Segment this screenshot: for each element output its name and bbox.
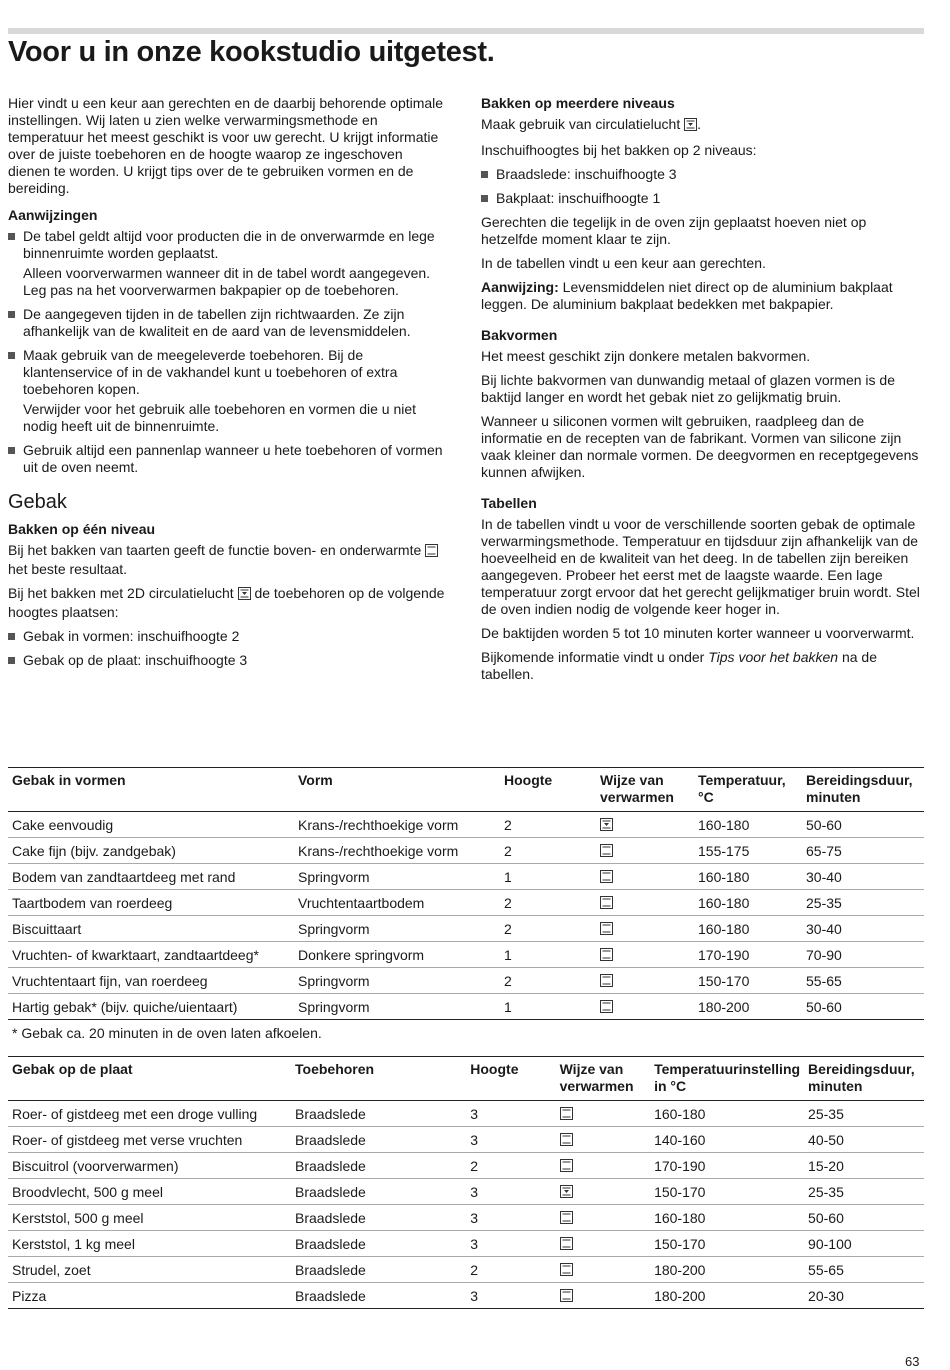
- table-row: [8, 1205, 924, 1231]
- list-item: [8, 442, 448, 476]
- meerdere-p2: Inschuifhoogtes bij het bakken op 2 niveaus:: [481, 142, 757, 158]
- gebak-op-de-plaat-table: [8, 1056, 924, 1309]
- bakvormen-p1: Het meest geschikt zijn donkere metalen bakvormen.: [481, 348, 811, 364]
- heating-mode-cell: [596, 942, 694, 968]
- boven-onderwarmte-icon: [560, 1237, 573, 1253]
- list-item: Bakplaat: inschuifhoogte 1: [481, 190, 921, 207]
- table-cell: Pizza: [8, 1283, 291, 1309]
- heating-mode-cell: [556, 1231, 650, 1257]
- table-cell: 15-20: [804, 1153, 924, 1179]
- table-header-row: [8, 768, 924, 812]
- boven-onderwarmte-icon: [600, 896, 613, 912]
- table-cell: Vruchten- of kwarktaart, zandtaartdeeg*: [8, 942, 294, 968]
- boven-onderwarmte-icon: [560, 1263, 573, 1279]
- gebak-in-vormen-table: [8, 767, 924, 1020]
- page-title: Voor u in onze kookstudio uitgetest.: [8, 36, 495, 68]
- table-cell: 160-180: [694, 916, 802, 942]
- table-cell: 55-65: [802, 968, 924, 994]
- table-cell: Bodem van zandtaartdeeg met rand: [8, 864, 294, 890]
- table-cell: Vruchtentaart fijn, van roerdeeg: [8, 968, 294, 994]
- table-cell: Springvorm: [294, 968, 500, 994]
- table-row: [8, 1127, 924, 1153]
- column-header: Wijze van verwarmen: [556, 1057, 650, 1101]
- heating-mode-cell: [596, 994, 694, 1020]
- table-cell: 2: [500, 916, 596, 942]
- een-niveau-heading: Bakken op één niveau: [8, 521, 156, 537]
- table-cell: Taartbodem van roerdeeg: [8, 890, 294, 916]
- table-cell: Broodvlecht, 500 g meel: [8, 1179, 291, 1205]
- table-cell: Donkere springvorm: [294, 942, 500, 968]
- boven-onderwarmte-icon: [600, 844, 613, 860]
- boven-onderwarmte-icon: [560, 1133, 573, 1149]
- heating-mode-cell: [556, 1205, 650, 1231]
- table-cell: 50-60: [802, 994, 924, 1020]
- column-header: Toebehoren: [291, 1057, 466, 1101]
- list-item: Braadslede: inschuifhoogte 3: [481, 166, 921, 183]
- bakvormen-p2: Bij lichte bakvormen van dunwandig metaal of glazen vormen is de baktijd langer en wordt het gebak niet zo gelijkmatig bruin.: [481, 372, 896, 405]
- tabellen-heading: Tabellen: [481, 495, 537, 511]
- table-row: [8, 1257, 924, 1283]
- table-cell: 180-200: [650, 1257, 804, 1283]
- table-cell: Braadslede: [291, 1231, 466, 1257]
- tabellen-p2: De baktijden worden 5 tot 10 minuten korter wanneer u voorverwarmt.: [481, 625, 915, 641]
- table-cell: Kerststol, 1 kg meel: [8, 1231, 291, 1257]
- table-cell: 160-180: [650, 1205, 804, 1231]
- table-cell: Braadslede: [291, 1283, 466, 1309]
- table-cell: 2: [500, 812, 596, 838]
- table-cell: 1: [500, 942, 596, 968]
- boven-onderwarmte-icon: [560, 1211, 573, 1227]
- table-cell: 160-180: [694, 812, 802, 838]
- table-cell: Braadslede: [291, 1101, 466, 1127]
- een-niveau-p1: Bij het bakken van taarten geeft de functie boven- en onderwarmte het beste resultaat.: [8, 542, 448, 578]
- table-cell: 20-30: [804, 1283, 924, 1309]
- table-header-row: [8, 1057, 924, 1101]
- table-cell: Biscuitrol (voorverwarmen): [8, 1153, 291, 1179]
- list-item: [8, 347, 448, 435]
- table-cell: Braadslede: [291, 1205, 466, 1231]
- table-cell: 1: [500, 994, 596, 1020]
- boven-onderwarmte-icon: [600, 948, 613, 964]
- table-cell: Kerststol, 500 g meel: [8, 1205, 291, 1231]
- table-cell: Roer- of gistdeeg met verse vruchten: [8, 1127, 291, 1153]
- table-cell: 25-35: [802, 890, 924, 916]
- table-cell: 3: [466, 1283, 555, 1309]
- column-header: Wijze van verwarmen: [596, 768, 694, 812]
- top-rule: [8, 28, 924, 34]
- meerdere-p4: In de tabellen vindt u een keur aan gerechten.: [481, 255, 766, 271]
- table-cell: 50-60: [802, 812, 924, 838]
- table-row: [8, 1283, 924, 1309]
- table-cell: 2: [466, 1153, 555, 1179]
- heating-mode-cell: [596, 968, 694, 994]
- table-cell: 160-180: [694, 890, 802, 916]
- table-cell: 180-200: [694, 994, 802, 1020]
- table-cell: 40-50: [804, 1127, 924, 1153]
- table-row: [8, 994, 924, 1020]
- table-cell: 25-35: [804, 1179, 924, 1205]
- meerdere-p3: Gerechten die tegelijk in de oven zijn geplaatst hoeven niet op hetzelfde moment klaar te zijn.: [481, 214, 867, 247]
- table-cell: Krans-/rechthoekige vorm: [294, 838, 500, 864]
- table-row: [8, 916, 924, 942]
- table-cell: Braadslede: [291, 1153, 466, 1179]
- table-cell: Springvorm: [294, 864, 500, 890]
- table-row: [8, 1101, 924, 1127]
- boven-onderwarmte-icon: [560, 1289, 573, 1305]
- table-row: [8, 864, 924, 890]
- circulatielucht-2d-icon: [560, 1185, 573, 1201]
- meerdere-niveaus-heading: Bakken op meerdere niveaus: [481, 95, 675, 111]
- column-header: Vorm: [294, 768, 500, 812]
- boven-onderwarmte-icon: [560, 1107, 573, 1123]
- table-row: [8, 890, 924, 916]
- table-cell: 2: [500, 968, 596, 994]
- table-cell: Vruchtentaartbodem: [294, 890, 500, 916]
- table-cell: Strudel, zoet: [8, 1257, 291, 1283]
- column-header: Temperatuur, °C: [694, 768, 802, 812]
- table-cell: 2: [466, 1257, 555, 1283]
- table-cell: Cake fijn (bijv. zandgebak): [8, 838, 294, 864]
- tabellen-p3: Bijkomende informatie vindt u onder Tips voor het bakken na de tabellen.: [481, 649, 878, 682]
- list-item: Gebak in vormen: inschuifhoogte 2: [8, 628, 448, 645]
- heating-mode-cell: [556, 1257, 650, 1283]
- column-header: Bereidingsduur, minuten: [804, 1057, 924, 1101]
- column-header: Temperatuurinstelling in °C: [650, 1057, 804, 1101]
- table-row: [8, 1179, 924, 1205]
- table-row: [8, 812, 924, 838]
- bullet-text: Maak gebruik van de meegeleverde toebehoren. Bij de klantenservice of in de vakhandel kunt u toebehoren of extra toebehoren kopen.: [23, 347, 398, 397]
- table-cell: 160-180: [694, 864, 802, 890]
- bullet-text: De tabel geldt altijd voor producten die in de onverwarmde en lege binnenruimte worden geplaatst.: [23, 228, 435, 261]
- list-item: [8, 228, 448, 299]
- table-cell: 2: [500, 890, 596, 916]
- tabellen-p1: In de tabellen vindt u voor de verschillende soorten gebak de optimale verwarmingsmethode. Temperatuur en tijdsduur zijn afhankelijk van de hoeveelheid en de kwaliteit van het deeg. In de tabellen zijn bereiken aangegeven. Probeer het eerst met de laagste waarde. Een lage temperatuur zorgt ervoor dat het gerecht gelijkmatiger bruin wordt. Stel de oven indien nodig de volgende keer hoger in.: [481, 516, 920, 617]
- bakvormen-p3: Wanneer u siliconen vormen wilt gebruiken, raadpleeg dan de informatie en de recepten van de fabrikant. Vormen van silicone zijn vaak kleiner dan normale vormen. De deegvormen en receptgegevens kunnen afwijken.: [481, 413, 919, 480]
- table-row: [8, 968, 924, 994]
- table-row: [8, 942, 924, 968]
- table-cell: 2: [500, 838, 596, 864]
- boven-onderwarmte-icon: [425, 544, 438, 561]
- boven-onderwarmte-icon: [560, 1159, 573, 1175]
- table-cell: 3: [466, 1127, 555, 1153]
- heating-mode-cell: [556, 1283, 650, 1309]
- table-cell: 170-190: [650, 1153, 804, 1179]
- table-cell: 155-175: [694, 838, 802, 864]
- bullet-text: Gebruik altijd een pannenlap wanneer u hete toebehoren of vormen uit de oven neemt.: [23, 442, 443, 475]
- table-cell: 30-40: [802, 864, 924, 890]
- table-cell: 25-35: [804, 1101, 924, 1127]
- heating-mode-cell: [596, 890, 694, 916]
- column-header: Bereidingsduur, minuten: [802, 768, 924, 812]
- heating-mode-cell: [596, 864, 694, 890]
- table-cell: Braadslede: [291, 1257, 466, 1283]
- table-footnote: * Gebak ca. 20 minuten in de oven laten afkoelen.: [12, 1025, 322, 1041]
- table-cell: 55-65: [804, 1257, 924, 1283]
- bullet-sub: Verwijder voor het gebruik alle toebehoren en vormen die u niet nodig heeft uit de binnenruimte.: [23, 401, 417, 434]
- table-row: [8, 1231, 924, 1257]
- table-cell: 1: [500, 864, 596, 890]
- boven-onderwarmte-icon: [600, 870, 613, 886]
- page-number: 63: [905, 1354, 920, 1369]
- table-cell: Roer- of gistdeeg met een droge vulling: [8, 1101, 291, 1127]
- table-cell: 150-170: [694, 968, 802, 994]
- table-cell: 180-200: [650, 1283, 804, 1309]
- table-row: [8, 1153, 924, 1179]
- table-cell: Braadslede: [291, 1179, 466, 1205]
- table-cell: 170-190: [694, 942, 802, 968]
- heating-mode-cell: [556, 1101, 650, 1127]
- boven-onderwarmte-icon: [600, 1000, 613, 1016]
- table-cell: 90-100: [804, 1231, 924, 1257]
- table-cell: 160-180: [650, 1101, 804, 1127]
- table-cell: Braadslede: [291, 1127, 466, 1153]
- aanwijzing-note: Aanwijzing: Levensmiddelen niet direct op de aluminium bakplaat leggen. De aluminium bakplaat bedekken met bakpapier.: [481, 279, 893, 312]
- circulatielucht-icon: [684, 118, 697, 135]
- table-cell: 3: [466, 1101, 555, 1127]
- table-cell: 150-170: [650, 1179, 804, 1205]
- bullet-sub: Alleen voorverwarmen wanneer dit in de tabel wordt aangegeven. Leg pas na het voorverwarmen bakpapier op de toebehoren.: [23, 265, 431, 298]
- table-cell: Springvorm: [294, 916, 500, 942]
- list-item: Gebak op de plaat: inschuifhoogte 3: [8, 652, 448, 669]
- list-item: [8, 306, 448, 340]
- heating-mode-cell: [596, 838, 694, 864]
- table-cell: 50-60: [804, 1205, 924, 1231]
- column-header: Gebak in vormen: [8, 768, 294, 812]
- heating-mode-cell: [556, 1127, 650, 1153]
- table-cell: Cake eenvoudig: [8, 812, 294, 838]
- intro-paragraph: Hier vindt u een keur aan gerechten en de daarbij behorende optimale instellingen. Wij laten u zien welke verwarmingsmethode en temperatuur het meest geschikt is voor uw gerecht. U krijgt informatie over de juiste toebehoren en de hoogte waarop ze ingeschoven dienen te worden. U krijgt tips over de te gebruiken vormen en de bereiding.: [8, 95, 444, 196]
- aanwijzingen-heading: Aanwijzingen: [8, 207, 98, 223]
- table-cell: 65-75: [802, 838, 924, 864]
- bakvormen-heading: Bakvormen: [481, 327, 558, 343]
- table-cell: 3: [466, 1231, 555, 1257]
- table-cell: 3: [466, 1205, 555, 1231]
- table-cell: 150-170: [650, 1231, 804, 1257]
- table-cell: Hartig gebak* (bijv. quiche/uientaart): [8, 994, 294, 1020]
- boven-onderwarmte-icon: [600, 922, 613, 938]
- column-header: Hoogte: [500, 768, 596, 812]
- table-cell: Springvorm: [294, 994, 500, 1020]
- circulatielucht-2d-icon: [600, 818, 613, 834]
- right-column: [481, 95, 921, 690]
- boven-onderwarmte-icon: [600, 974, 613, 990]
- table-cell: Krans-/rechthoekige vorm: [294, 812, 500, 838]
- heating-mode-cell: [556, 1179, 650, 1205]
- meerdere-p1: Maak gebruik van circulatielucht .: [481, 116, 921, 135]
- left-column: [8, 95, 448, 676]
- column-header: Hoogte: [466, 1057, 555, 1101]
- table-row: [8, 838, 924, 864]
- table-cell: 70-90: [802, 942, 924, 968]
- table-cell: 140-160: [650, 1127, 804, 1153]
- table-cell: Biscuittaart: [8, 916, 294, 942]
- column-header: Gebak op de plaat: [8, 1057, 291, 1101]
- bullet-text: De aangegeven tijden in de tabellen zijn richtwaarden. Ze zijn afhankelijk van de kwaliteit en de aard van de levensmiddelen.: [23, 306, 411, 339]
- een-niveau-p2: Bij het bakken met 2D circulatielucht de toebehoren op de volgende hoogtes plaatsen:: [8, 585, 445, 620]
- gebak-heading: Gebak: [8, 491, 67, 513]
- heating-mode-cell: [596, 916, 694, 942]
- heating-mode-cell: [556, 1153, 650, 1179]
- circulatielucht-2d-icon: [238, 587, 251, 604]
- table-cell: 3: [466, 1179, 555, 1205]
- heating-mode-cell: [596, 812, 694, 838]
- table-cell: 30-40: [802, 916, 924, 942]
